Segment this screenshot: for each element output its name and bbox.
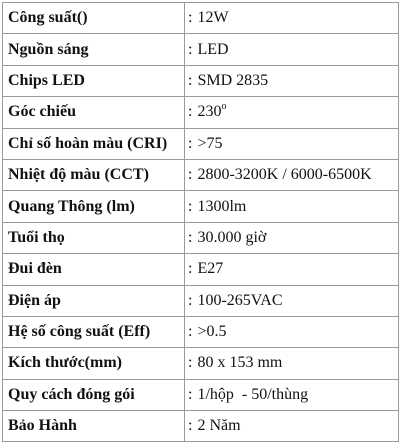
spec-value: 230 bbox=[197, 103, 222, 121]
separator: : bbox=[188, 134, 193, 152]
spec-row-power-factor bbox=[3, 316, 399, 347]
spec-value-cell bbox=[185, 3, 399, 34]
spec-value-cell bbox=[185, 97, 399, 128]
spec-row-beam-angle bbox=[3, 97, 399, 128]
spec-value: 100-265VAC bbox=[197, 291, 283, 309]
spec-row-packaging bbox=[3, 379, 399, 410]
spec-value: >75 bbox=[197, 134, 223, 152]
spec-value: 30.000 giờ bbox=[197, 228, 267, 246]
spec-value: 2 Năm bbox=[197, 417, 241, 435]
spec-row-luminous-flux bbox=[3, 191, 399, 222]
spec-row-power bbox=[3, 3, 399, 34]
spec-label: Chỉ số hoàn màu (CRI) bbox=[3, 128, 185, 159]
spec-value: LED bbox=[197, 40, 229, 58]
spec-value-cell bbox=[185, 222, 399, 253]
product-spec-table bbox=[2, 2, 399, 442]
separator: : bbox=[188, 291, 193, 309]
separator: : bbox=[188, 417, 193, 435]
spec-value-cell bbox=[185, 348, 399, 379]
spec-value-cell bbox=[185, 191, 399, 222]
spec-label: Tuổi thọ bbox=[3, 222, 185, 253]
spec-label: Quy cách đóng gói bbox=[3, 379, 185, 410]
spec-row-warranty bbox=[3, 411, 399, 442]
spec-row-dimensions bbox=[3, 348, 399, 379]
spec-value: 12W bbox=[197, 9, 229, 27]
separator: : bbox=[188, 354, 193, 372]
spec-row-cct bbox=[3, 159, 399, 190]
spec-row-base bbox=[3, 254, 399, 285]
spec-label: Nhiệt độ màu (CCT) bbox=[3, 159, 185, 190]
spec-value-cell bbox=[185, 128, 399, 159]
spec-value: 1300lm bbox=[197, 197, 247, 215]
spec-value: 80 x 153 mm bbox=[197, 354, 283, 372]
spec-row-light-source bbox=[3, 34, 399, 65]
spec-label: Điện áp bbox=[3, 285, 185, 316]
spec-row-voltage bbox=[3, 285, 399, 316]
separator: : bbox=[188, 260, 193, 278]
separator: : bbox=[188, 103, 193, 121]
spec-row-cri bbox=[3, 128, 399, 159]
spec-value-cell bbox=[185, 34, 399, 65]
separator: : bbox=[188, 385, 193, 403]
spec-row-chips bbox=[3, 65, 399, 96]
spec-value: 2800-3200K / 6000-6500K bbox=[197, 166, 372, 184]
separator: : bbox=[188, 197, 193, 215]
spec-value: >0.5 bbox=[197, 323, 227, 341]
spec-label: Góc chiếu bbox=[3, 97, 185, 128]
spec-value-cell bbox=[185, 254, 399, 285]
spec-label: Kích thước(mm) bbox=[3, 348, 185, 379]
spec-label: Bảo Hành bbox=[3, 411, 185, 442]
separator: : bbox=[188, 40, 193, 58]
spec-row-lifetime bbox=[3, 222, 399, 253]
spec-label: Chips LED bbox=[3, 65, 185, 96]
spec-label: Hệ số công suất (Eff) bbox=[3, 316, 185, 347]
spec-value-cell bbox=[185, 65, 399, 96]
separator: : bbox=[188, 71, 193, 89]
separator: : bbox=[188, 228, 193, 246]
spec-value: 1/hộp - 50/thùng bbox=[197, 385, 309, 403]
spec-value: E27 bbox=[197, 260, 224, 278]
separator: : bbox=[188, 9, 193, 27]
separator: : bbox=[188, 323, 193, 341]
spec-value-cell bbox=[185, 379, 399, 410]
spec-value-cell bbox=[185, 316, 399, 347]
spec-label: Đui đèn bbox=[3, 254, 185, 285]
spec-value-cell bbox=[185, 285, 399, 316]
degree-superscript: o bbox=[221, 101, 227, 113]
spec-value: SMD 2835 bbox=[197, 71, 269, 89]
spec-value-cell bbox=[185, 159, 399, 190]
spec-label: Công suất() bbox=[3, 3, 185, 34]
spec-label: Nguồn sáng bbox=[3, 34, 185, 65]
spec-value-cell bbox=[185, 411, 399, 442]
separator: : bbox=[188, 166, 193, 184]
spec-label: Quang Thông (lm) bbox=[3, 191, 185, 222]
